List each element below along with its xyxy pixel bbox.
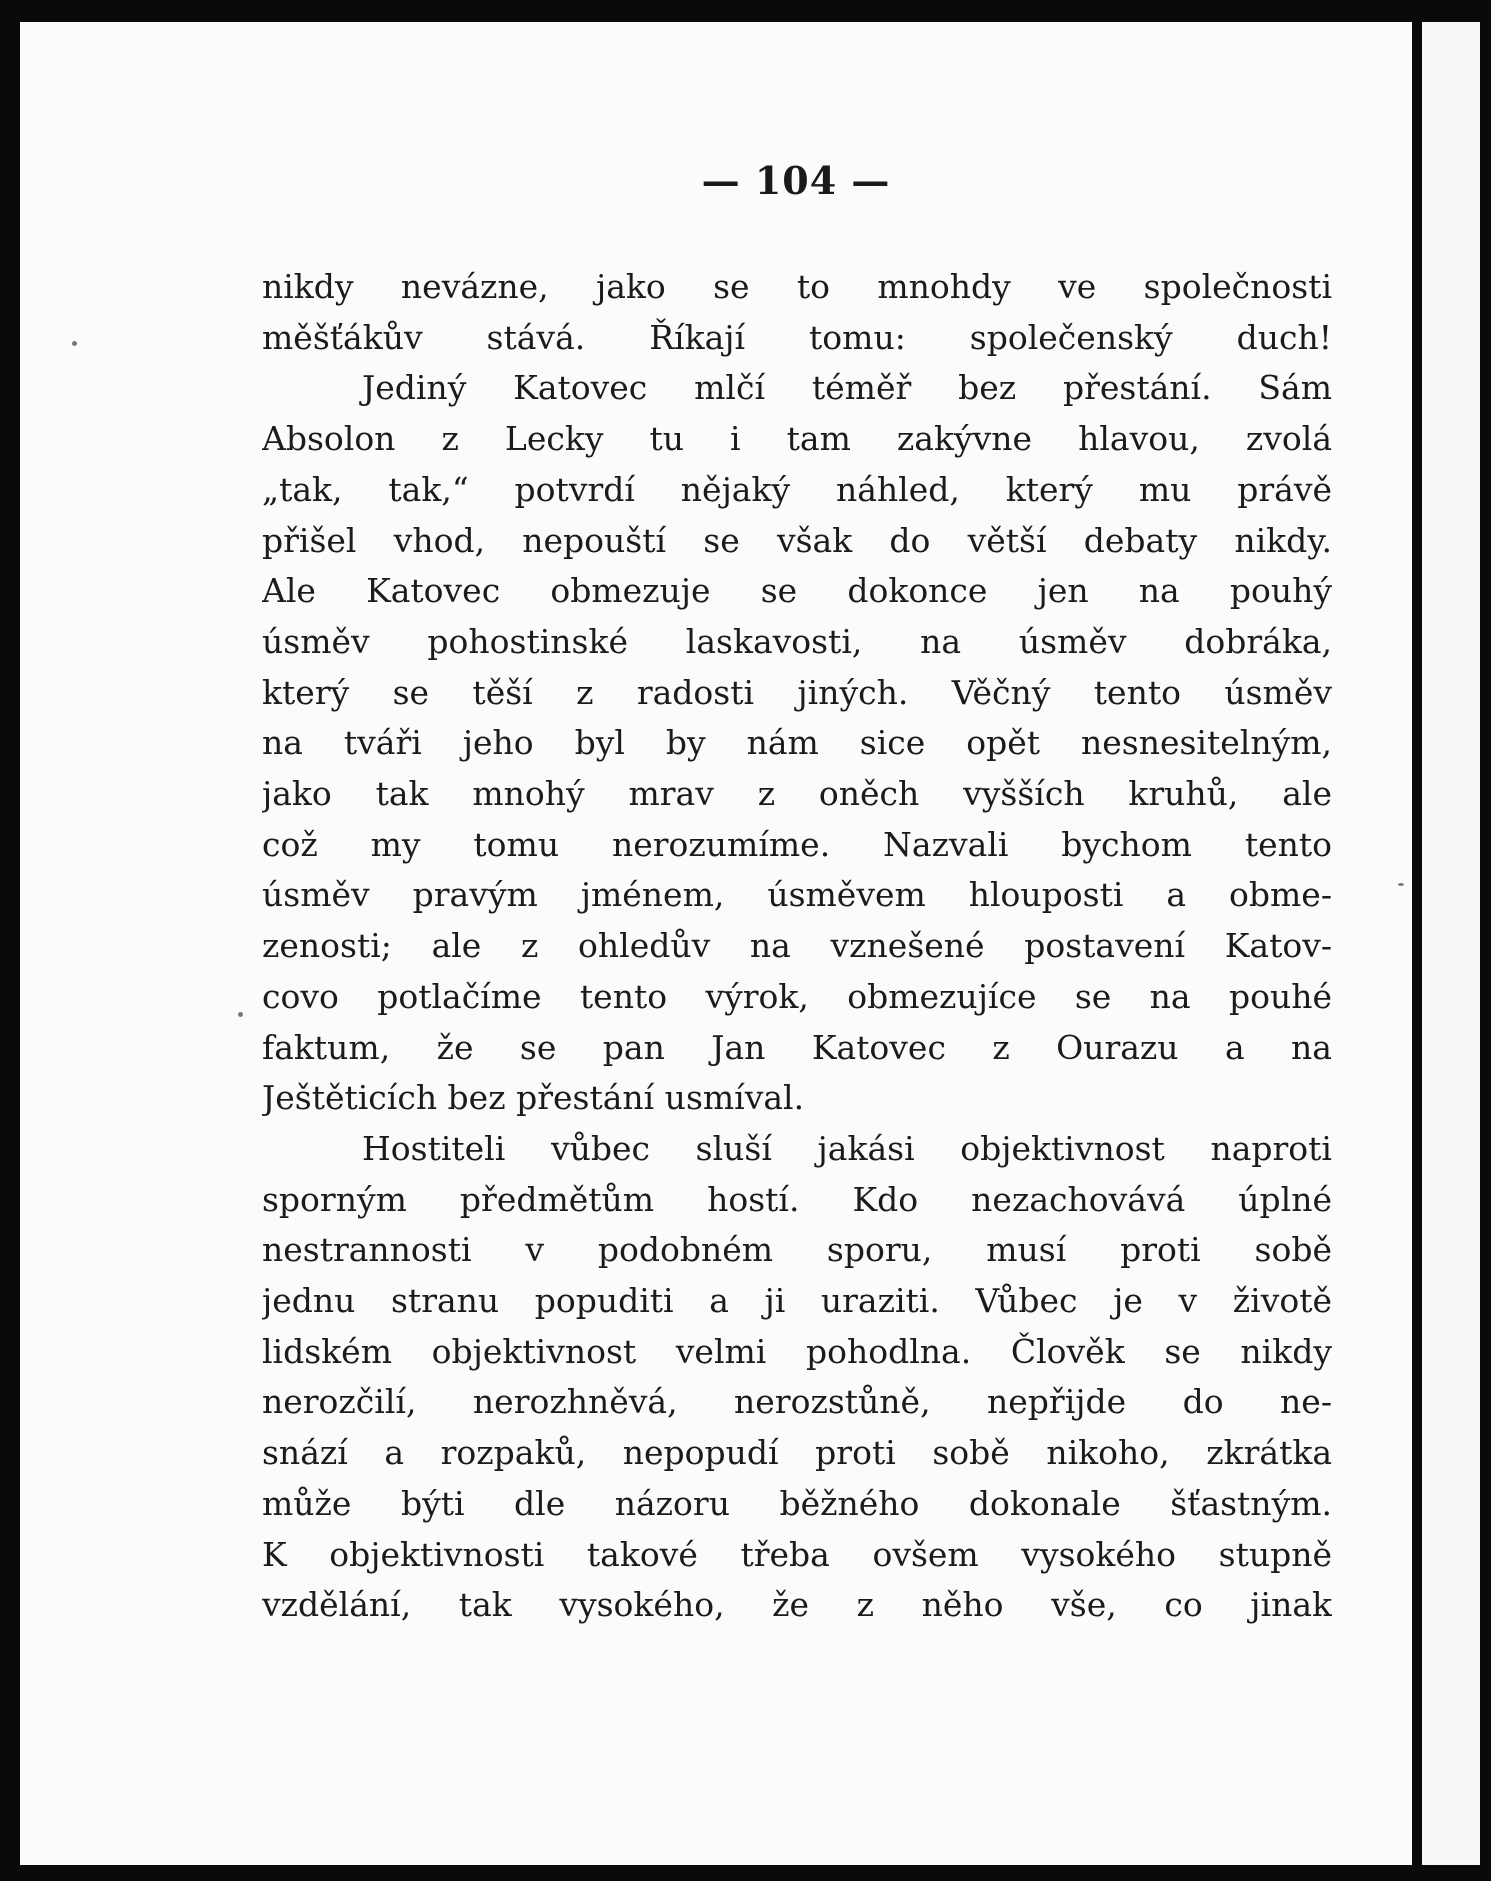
text-line: vzdělání, tak vysokého, že z něho vše, co jinak [262, 1585, 1332, 1625]
text-line: který se těší z radosti jiných. Věčný tento úsměv [262, 672, 1332, 712]
text-line: sporným předmětům hostí. Kdo nezachovává úplné [262, 1179, 1332, 1219]
text-line: Ještěticích bez přestání usmíval. [262, 1078, 805, 1118]
text-line: může býti dle názoru běžného dokonale šťastným. [262, 1483, 1332, 1523]
text-line: zenosti; ale z ohledův na vznešené postavení Katov- [262, 926, 1332, 966]
text-line: faktum, že se pan Jan Katovec z Ourazu a na [262, 1027, 1332, 1067]
text-line: měšťákův stává. Říkají tomu: společenský duch! [262, 317, 1332, 357]
text-line: Absolon z Lecky tu i tam zakývne hlavou, zvolá [262, 419, 1332, 459]
text-line: lidském objektivnost velmi pohodlna. Člověk se nikdy [262, 1331, 1332, 1371]
page-gutter [1412, 22, 1422, 1865]
text-line: nikdy nevázne, jako se to mnohdy ve společnosti [262, 267, 1332, 306]
text-line: jako tak mnohý mrav z oněch vyšších kruhů, ale [262, 774, 1332, 814]
text-line: „tak, tak,“ potvrdí nějaký náhled, který mu právě [262, 469, 1332, 509]
page-number: — 104 — [701, 158, 891, 203]
text-line: jednu stranu popuditi a ji uraziti. Vůbec je v životě [262, 1281, 1332, 1321]
speck [1398, 883, 1404, 886]
text-line: nerozčilí, nerozhněvá, nerozstůně, nepřijde do ne- [262, 1382, 1332, 1422]
body-text [262, 262, 1332, 1631]
text-line: Ale Katovec obmezuje se dokonce jen na pouhý [262, 571, 1332, 611]
text-line: úsměv pravým jménem, úsměvem hlouposti a obme- [262, 875, 1332, 915]
text-line: na tváři jeho byl by nám sice opět nesnesitelným, [262, 723, 1332, 763]
speck [72, 341, 77, 346]
text-line: nestrannosti v podobném sporu, musí proti sobě [262, 1230, 1332, 1270]
text-line: snází a rozpaků, nepopudí proti sobě nikoho, zkrátka [262, 1433, 1332, 1473]
text-line: úsměv pohostinské laskavosti, na úsměv dobráka, [262, 621, 1332, 661]
text-line: což my tomu nerozumíme. Nazvali bychom tento [262, 824, 1332, 864]
text-line: přišel vhod, nepouští se však do větší debaty nikdy. [262, 520, 1332, 560]
text-line: covo potlačíme tento výrok, obmezujíce se na pouhé [262, 976, 1332, 1016]
facing-page-edge [1422, 22, 1480, 1865]
text-line: Hostiteli vůbec sluší jakási objektivnost naproti [362, 1128, 1332, 1168]
text-line: Jediný Katovec mlčí téměř bez přestání. Sám [362, 368, 1332, 408]
speck [238, 1012, 243, 1017]
text-line: K objektivnosti takové třeba ovšem vysokého stupně [262, 1534, 1332, 1574]
